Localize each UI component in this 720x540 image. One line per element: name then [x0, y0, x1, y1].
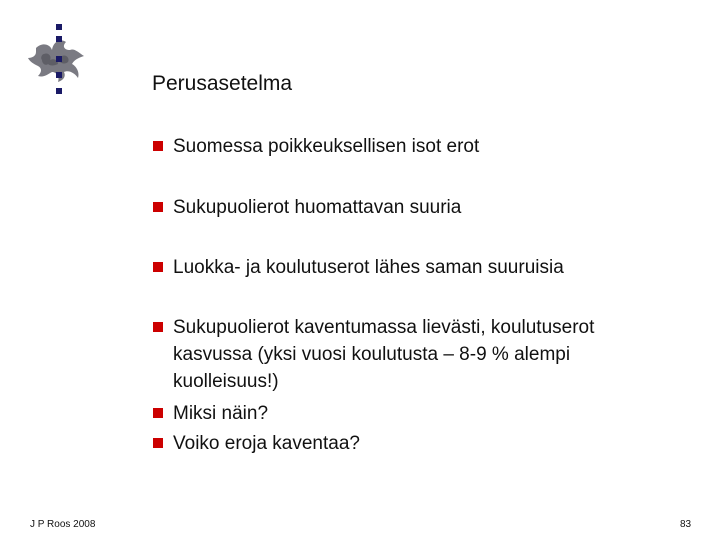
bullet-item	[152, 314, 594, 395]
bullet-square-icon	[153, 262, 163, 272]
bullet-text-line: kasvussa (yksi vuosi koulutusta – 8-9 % alempi	[173, 344, 571, 365]
bullet-item	[152, 400, 268, 427]
slide-title: Perusasetelma	[152, 72, 293, 95]
bullet-square-icon	[153, 438, 163, 448]
bullet-text: Suomessa poikkeuksellisen isot erot	[173, 136, 480, 157]
bullet-text: Voiko eroja kaventaa?	[173, 433, 360, 454]
bullet-text: Miksi näin?	[173, 403, 269, 424]
bullet-item	[152, 133, 479, 160]
bullet-square-icon	[153, 202, 163, 212]
bullet-text-line: kuolleisuus!)	[173, 371, 279, 392]
bullet-square-icon	[153, 322, 163, 332]
bullet-item	[152, 254, 564, 281]
bullet-text: Luokka- ja koulutuserot lähes saman suuruisia	[173, 257, 564, 278]
university-logo-icon	[22, 22, 94, 98]
bullet-square-icon	[153, 408, 163, 418]
bullet-item	[152, 194, 461, 221]
bullet-item	[152, 430, 360, 457]
bullet-text: Sukupuolierot huomattavan suuria	[173, 197, 462, 218]
page-number: 83	[680, 519, 692, 530]
bullet-square-icon	[153, 141, 163, 151]
bullet-text-line: Sukupuolierot kaventumassa lievästi, koulutuserot	[173, 317, 595, 338]
footer-author: J P Roos 2008	[30, 519, 96, 530]
